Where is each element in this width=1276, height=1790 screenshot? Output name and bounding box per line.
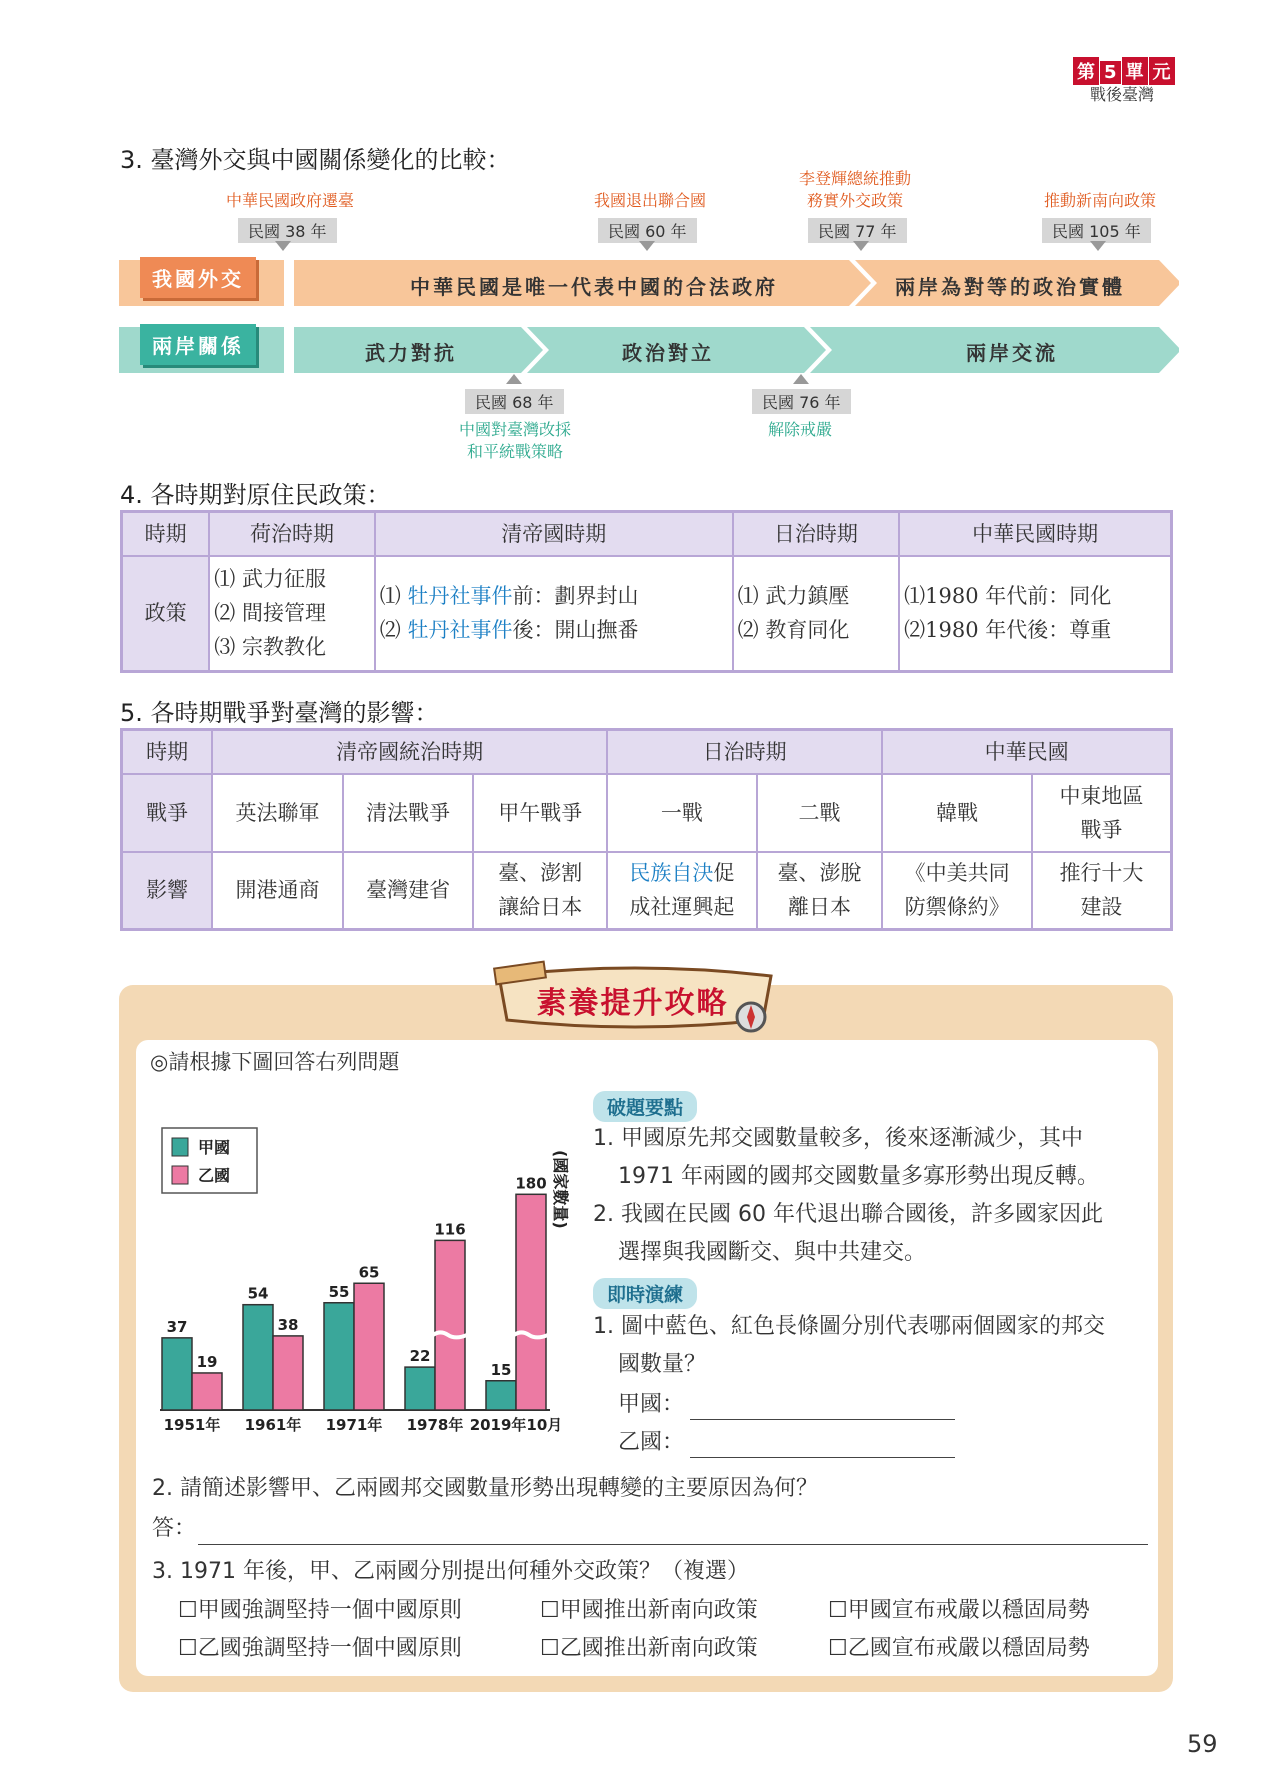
data-label: 22	[409, 1347, 431, 1366]
diplomacy-phase-1: 中華民國是唯一代表中國的合法政府	[410, 275, 778, 299]
th-period: 時期	[122, 512, 210, 556]
section-4-title: 4. 各時期對原住民政策：	[120, 481, 391, 509]
data-label: 38	[277, 1315, 299, 1334]
cross-strait-phase-1: 武力對抗	[365, 341, 457, 365]
x-tick-label: 1951年	[163, 1416, 221, 1434]
effect-cell: 開港通商	[212, 852, 343, 930]
option-checkbox[interactable]: ☐甲國推出新南向政策	[540, 1598, 758, 1623]
data-label: 54	[247, 1284, 269, 1303]
unit-title: 戰後臺灣	[1090, 85, 1155, 104]
th-japan: 日治時期	[607, 730, 882, 774]
question-2-answer-label: 答：	[152, 1516, 197, 1541]
section-5-title: 5. 各時期戰爭對臺灣的影響：	[120, 699, 439, 727]
row-label-war: 戰爭	[122, 774, 213, 852]
effect-cell: 臺、澎割 讓給日本	[473, 852, 607, 930]
section-3-title: 3. 臺灣外交與中國關係變化的比較：	[120, 146, 511, 174]
dutch-policy: ⑴ 武力征服 ⑵ 間接管理 ⑶ 宗教教化	[209, 556, 375, 672]
legend-swatch-b	[172, 1166, 188, 1184]
th-roc: 中華民國時期	[899, 512, 1171, 556]
bar	[324, 1303, 354, 1410]
option-checkbox[interactable]: ☐甲國強調堅持一個中國原則	[178, 1598, 462, 1623]
data-label: 116	[434, 1220, 466, 1239]
bar	[192, 1373, 222, 1410]
legend-label-a: 甲國	[198, 1138, 231, 1157]
event-68: 中國對臺灣改採 和平統戰策略	[458, 420, 571, 461]
event-77: 李登輝總統推動 務實外交政策	[798, 169, 911, 210]
bar	[435, 1240, 465, 1410]
war-cell: 甲午戰爭	[473, 774, 607, 852]
question-1-cont: 國數量？	[618, 1352, 707, 1377]
year-105: 民國 105 年	[1042, 218, 1151, 243]
x-tick-label: 1961年	[244, 1416, 302, 1434]
question-1: 1. 圖中藍色、紅色長條圖分別代表哪兩個國家的邦交	[593, 1314, 1105, 1339]
tip-line: 1. 甲國原先邦交國數量較多，後來逐漸減少，其中	[593, 1126, 1083, 1151]
x-tick-label: 2019年10月	[469, 1416, 563, 1434]
answer-a-label: 甲國：	[618, 1392, 685, 1417]
marker	[275, 241, 291, 251]
cross-strait-phase-3: 兩岸交流	[966, 341, 1058, 365]
th-japan: 日治時期	[733, 512, 900, 556]
event-76: 解除戒嚴	[767, 420, 832, 439]
row-label-effect: 影響	[122, 852, 213, 930]
data-label: 65	[358, 1263, 380, 1282]
marker	[1090, 241, 1106, 251]
answer-a-input[interactable]	[690, 1418, 955, 1420]
answer-b-label: 乙國：	[618, 1430, 685, 1455]
effect-cell: 臺、澎脫 離日本	[757, 852, 883, 930]
bar	[405, 1367, 435, 1410]
data-label: 55	[328, 1282, 350, 1301]
banner-title: 素養提升攻略	[536, 986, 729, 1021]
effect-cell: 推行十大 建設	[1032, 852, 1172, 930]
data-label: 19	[196, 1352, 218, 1371]
data-label: 15	[490, 1360, 512, 1379]
marker	[639, 241, 655, 251]
bar	[273, 1336, 303, 1410]
bar	[243, 1305, 273, 1410]
year-76: 民國 76 年	[752, 389, 851, 414]
tip-line: 2. 我國在民國 60 年代退出聯合國後，許多國家因此	[593, 1202, 1103, 1227]
practice-label: 即時演練	[593, 1278, 697, 1309]
effect-cell: 民族自決促 成社運興起	[607, 852, 757, 930]
legend-label-b: 乙國	[198, 1166, 231, 1185]
war-cell: 清法戰爭	[343, 774, 474, 852]
year-77: 民國 77 年	[808, 218, 907, 243]
event-60: 我國退出聯合國	[593, 191, 706, 210]
bar	[162, 1338, 192, 1410]
tip-line: 1971 年兩國的國邦交國數量多寡形勢出現反轉。	[618, 1164, 1099, 1189]
year-68: 民國 68 年	[465, 389, 564, 414]
bar	[354, 1283, 384, 1410]
effect-cell: 《中美共同 防禦條約》	[882, 852, 1032, 930]
war-cell: 一戰	[607, 774, 757, 852]
chart-intro: ◎請根據下圖回答右列問題	[150, 1050, 400, 1074]
war-impact-table	[120, 728, 1173, 931]
diplomacy-phase-2: 兩岸為對等的政治實體	[895, 275, 1125, 299]
marker	[793, 374, 809, 384]
th-qing: 清帝國時期	[375, 512, 733, 556]
effect-cell: 臺灣建省	[343, 852, 474, 930]
legend-swatch-a	[172, 1138, 188, 1156]
diplomatic-allies-chart	[150, 1100, 580, 1440]
data-label: 180	[515, 1174, 547, 1193]
war-cell: 二戰	[757, 774, 883, 852]
x-tick-label: 1978年	[406, 1416, 464, 1434]
marker	[506, 374, 522, 384]
japan-policy: ⑴ 武力鎮壓 ⑵ 教育同化	[733, 556, 900, 672]
question-2-answer-input[interactable]	[198, 1543, 1148, 1545]
bar	[516, 1194, 546, 1410]
option-checkbox[interactable]: ☐乙國強調堅持一個中國原則	[178, 1636, 462, 1661]
y-axis-label: (國家數量)	[551, 1150, 570, 1229]
war-cell: 中東地區 戰爭	[1032, 774, 1172, 852]
bar	[486, 1381, 516, 1410]
cross-strait-phase-2: 政治對立	[622, 341, 714, 365]
th-roc: 中華民國	[882, 730, 1171, 774]
page-number: 59	[1187, 1730, 1218, 1758]
question-2: 2. 請簡述影響甲、乙兩國邦交國數量形勢出現轉變的主要原因為何？	[152, 1476, 818, 1501]
x-tick-label: 1971年	[325, 1416, 383, 1434]
answer-b-input[interactable]	[690, 1456, 955, 1458]
roc-policy: ⑴1980 年代前：同化 ⑵1980 年代後：尊重	[899, 556, 1171, 672]
th-period: 時期	[122, 730, 213, 774]
event-38: 中華民國政府遷臺	[225, 191, 354, 210]
question-3: 3. 1971 年後，甲、乙兩國分別提出何種外交政策？（複選）	[152, 1559, 749, 1584]
tip-line: 選擇與我國斷交、與中共建交。	[618, 1240, 927, 1265]
option-checkbox[interactable]: ☐乙國推出新南向政策	[540, 1636, 758, 1661]
event-105: 推動新南向政策	[1043, 191, 1156, 210]
option-checkbox[interactable]: ☐甲國宣布戒嚴以穩固局勢	[828, 1598, 1090, 1623]
qing-policy: ⑴ 牡丹社事件前：劃界封山 ⑵ 牡丹社事件後：開山撫番	[375, 556, 733, 672]
row-label-policy: 政策	[122, 556, 210, 672]
option-checkbox[interactable]: ☐乙國宣布戒嚴以穩固局勢	[828, 1636, 1090, 1661]
band-label-cross-strait: 兩岸關係	[140, 324, 256, 365]
marker	[853, 241, 869, 251]
year-38: 民國 38 年	[238, 218, 337, 243]
year-60: 民國 60 年	[598, 218, 697, 243]
unit-tag: 第 5 單 元	[1073, 57, 1176, 85]
data-label: 37	[166, 1317, 188, 1336]
band-label-diplomacy: 我國外交	[140, 257, 256, 298]
th-dutch: 荷治時期	[209, 512, 375, 556]
war-cell: 英法聯軍	[212, 774, 343, 852]
th-qing: 清帝國統治時期	[212, 730, 607, 774]
indigenous-policy-table	[120, 510, 1173, 673]
tip-label: 破題要點	[593, 1091, 697, 1122]
war-cell: 韓戰	[882, 774, 1032, 852]
